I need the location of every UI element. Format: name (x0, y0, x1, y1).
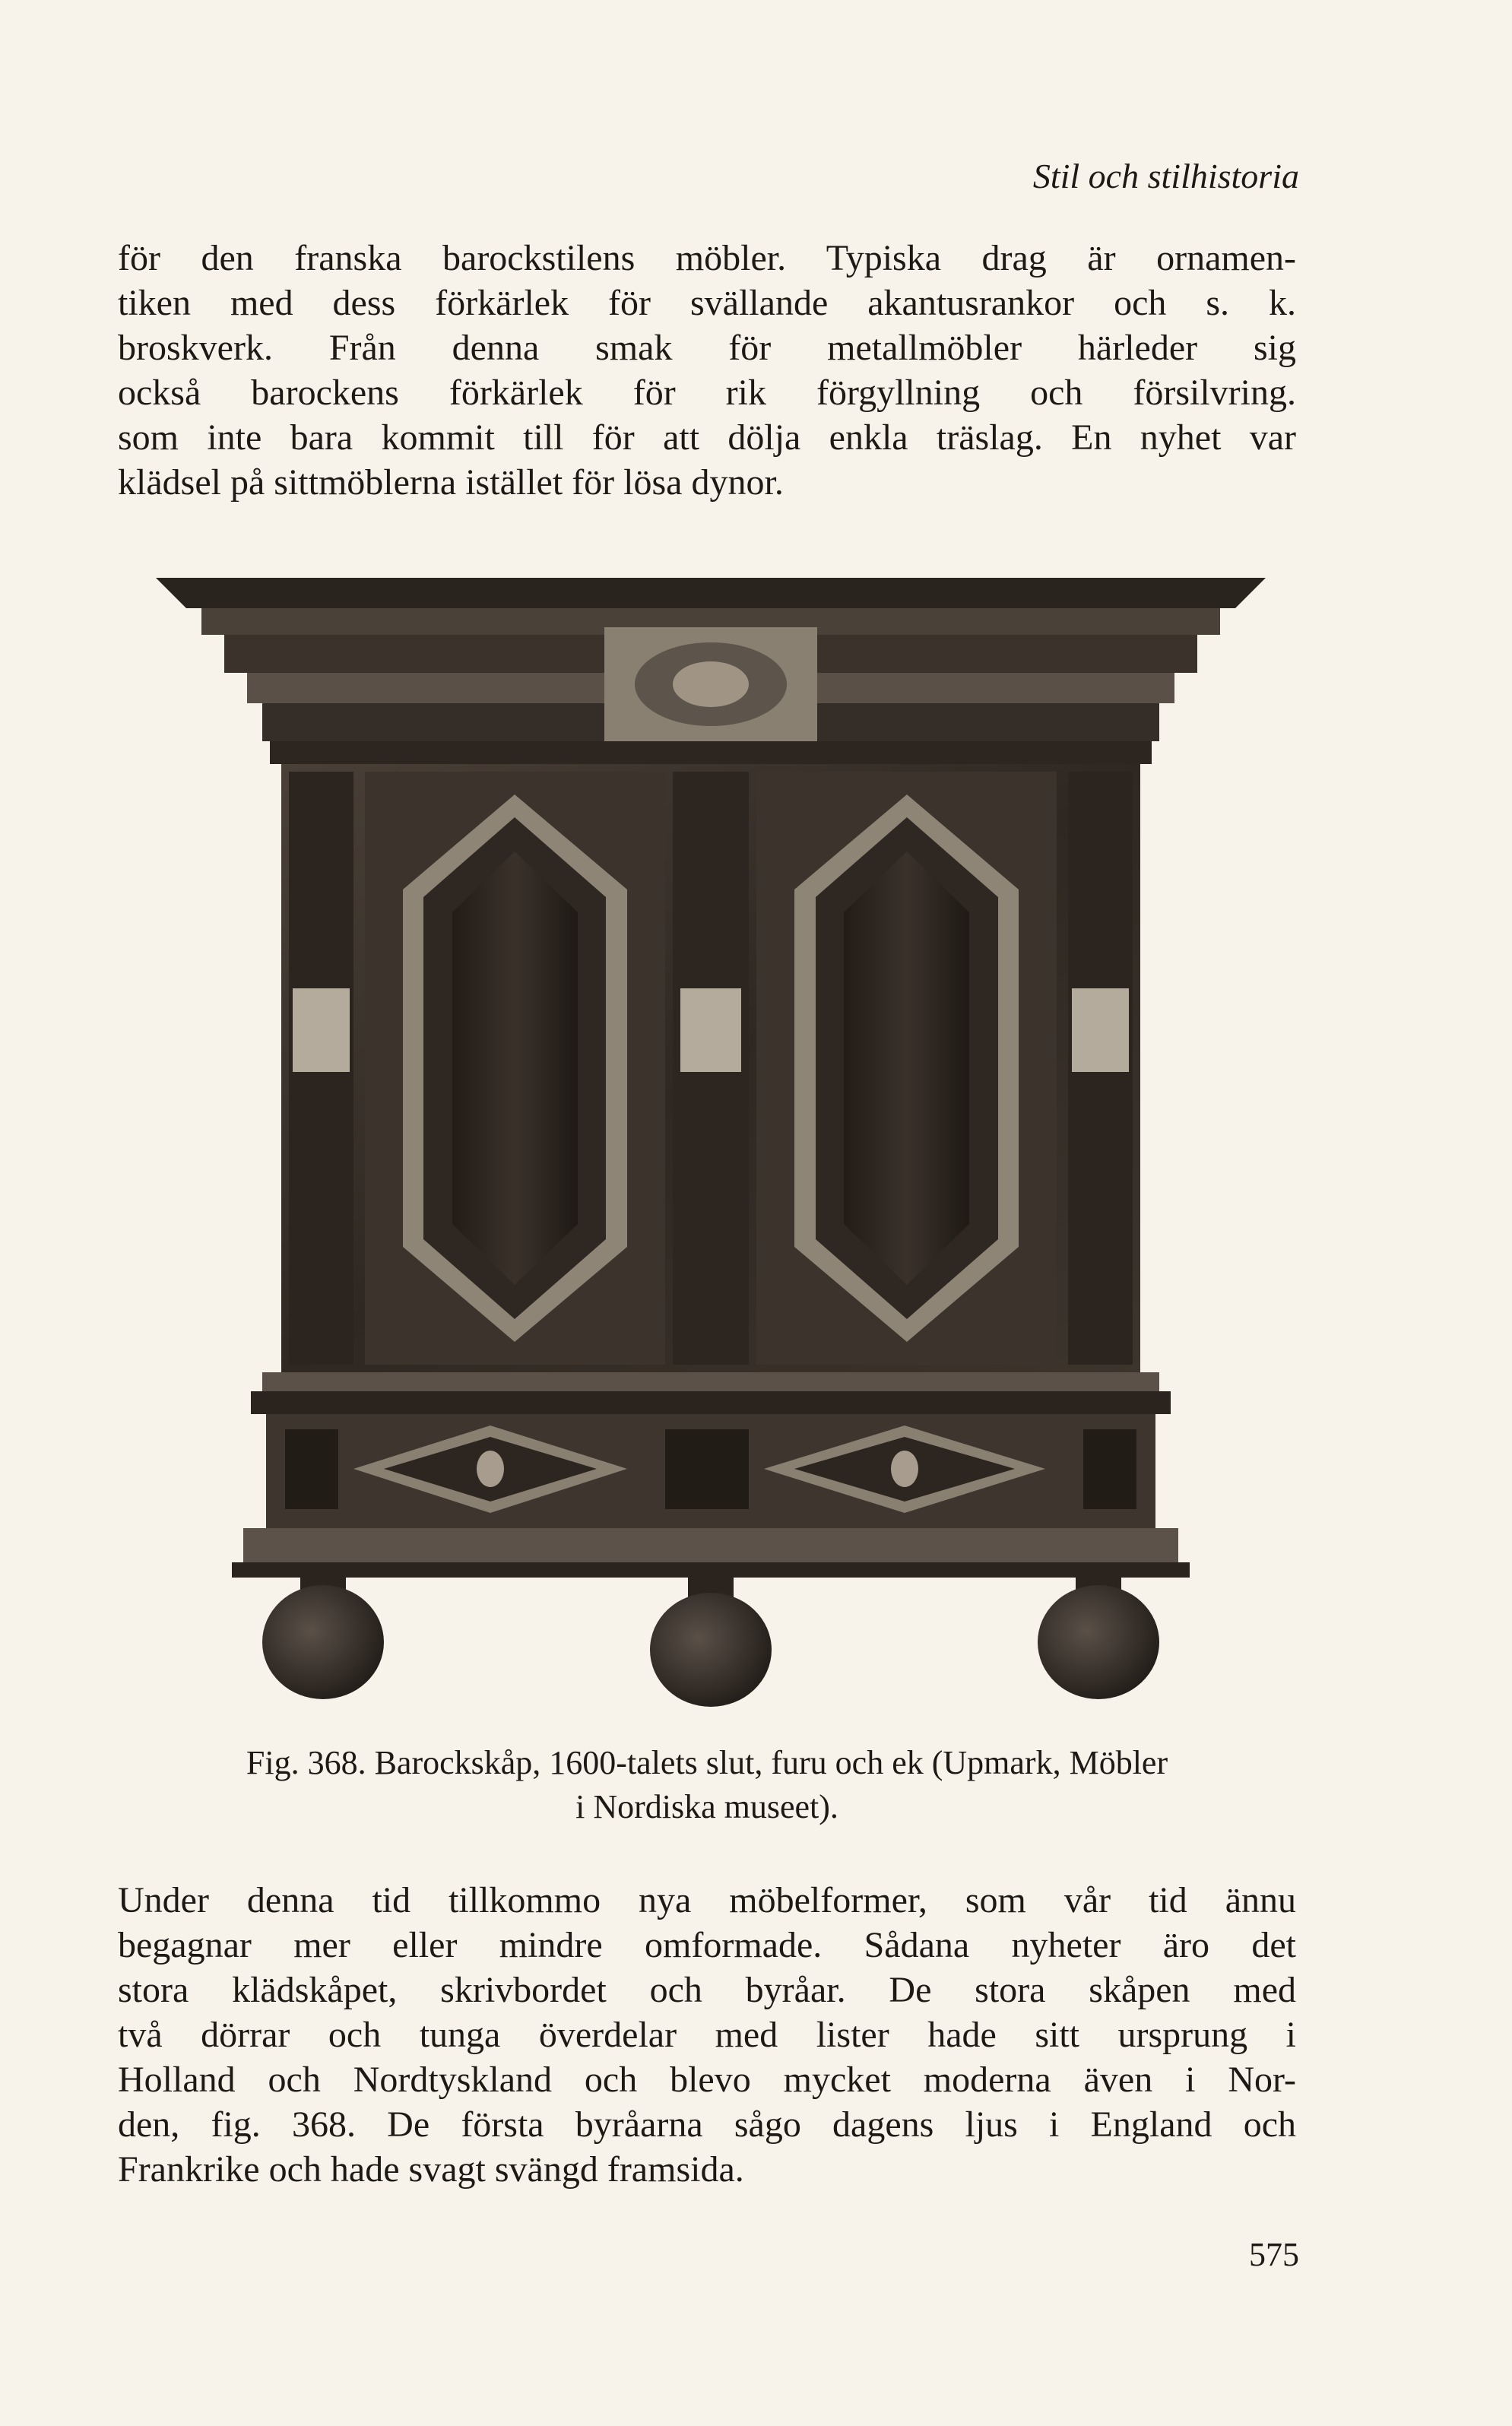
text-line: Holland och Nordtyskland och blevo mycket moderna även i Nor- (118, 2060, 1296, 2100)
text-line: stora klädskåpet, skrivbordet och byråar. De stora skåpen med (118, 1970, 1296, 2010)
paragraph-1 (118, 236, 1296, 505)
text-line: tiken med dess förkärlek för svällande akantusrankor och s. k. (118, 283, 1296, 323)
text-line: klädsel på sittmöblerna istället för lösa dynor. (118, 462, 784, 503)
caption-line: Fig. 368. Barockskåp, 1600-talets slut, furu och ek (Upmark, Möbler (246, 1744, 1168, 1781)
text-line: begagnar mer eller mindre omformade. Sådana nyheter äro det (118, 1925, 1296, 1965)
text-line: som inte bara kommit till för att dölja enkla träslag. En nyhet var (118, 417, 1296, 458)
baroque-cabinet-figure (156, 563, 1266, 1718)
figure-caption (118, 1741, 1296, 1829)
caption-line: i Nordiska museet). (575, 1788, 838, 1825)
text-line: för den franska barockstilens möbler. Typiska drag är ornamen- (118, 238, 1296, 278)
page-number: 575 (1249, 2236, 1299, 2273)
text-line: Frankrike och hade svagt svängd framsida. (118, 2149, 744, 2190)
baroque-cabinet-illustration (156, 563, 1266, 1718)
text-line: också barockens förkärlek för rik förgyllning och försilvring. (118, 373, 1296, 413)
paragraph-2 (118, 1878, 1296, 2192)
text-line: den, fig. 368. De första byråarna sågo dagens ljus i England och (118, 2104, 1296, 2145)
text-line: två dörrar och tunga överdelar med lister hade sitt ursprung i (118, 2015, 1296, 2055)
text-line: Under denna tid tillkommo nya möbelformer, som vår tid ännu (118, 1880, 1296, 1920)
text-line: broskverk. Från denna smak för metallmöbler härleder sig (118, 328, 1296, 368)
running-header: Stil och stilhistoria (1032, 157, 1299, 195)
